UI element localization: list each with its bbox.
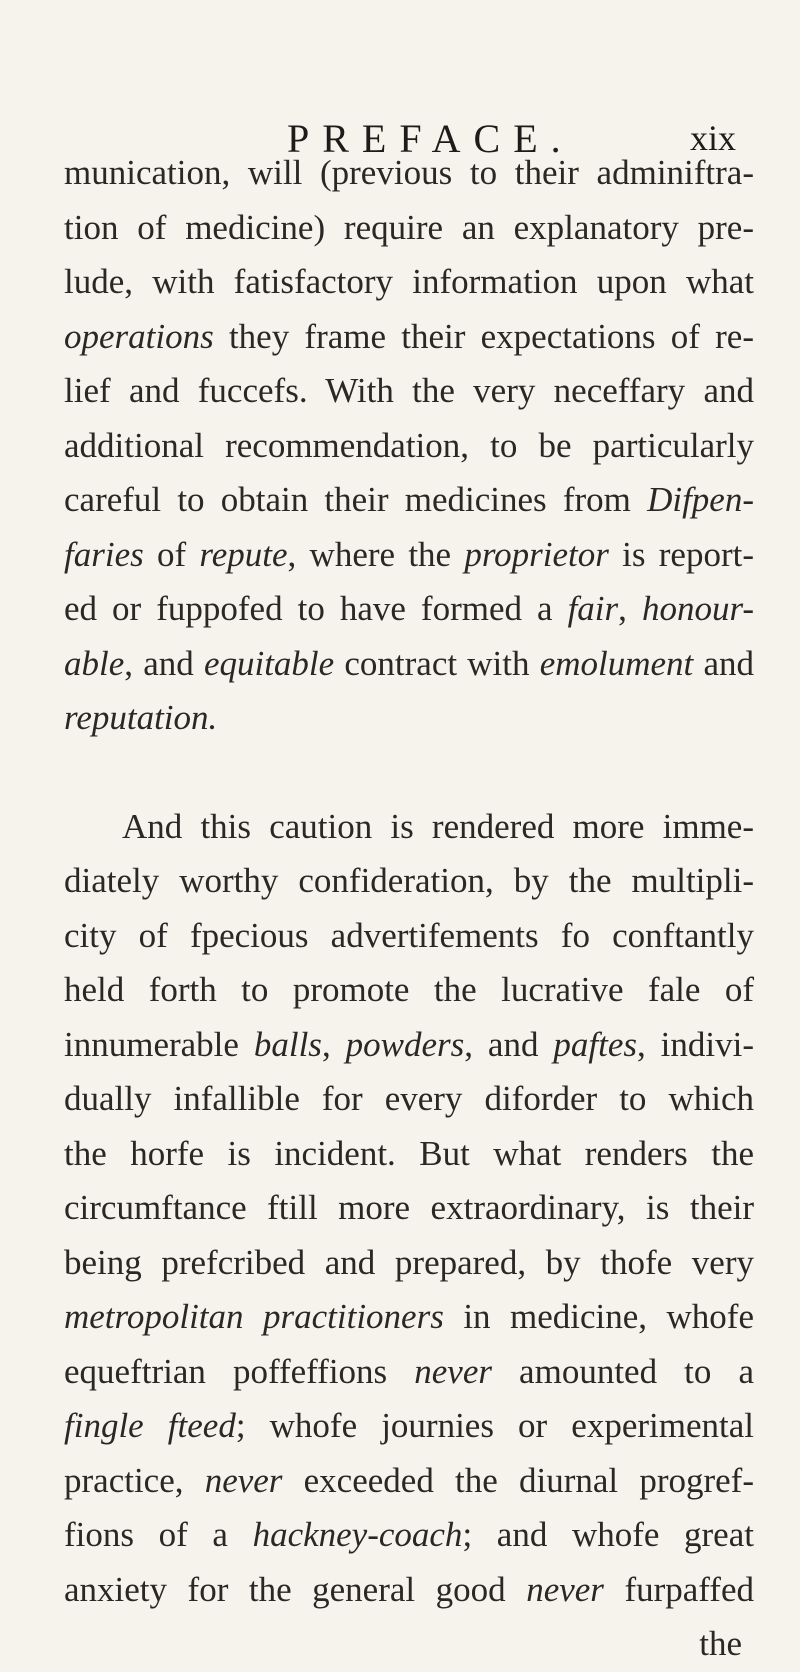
text-run: , where the (287, 534, 465, 574)
text-run: practice, (64, 1460, 205, 1500)
text-line (64, 1127, 754, 1182)
text-run: contract with (334, 643, 540, 683)
italic-text: never (204, 1460, 283, 1500)
text-line (64, 800, 754, 855)
paragraph (64, 800, 754, 1618)
italic-text: metropolitan practitioners (64, 1297, 444, 1336)
text-line (64, 146, 754, 201)
italic-text: paftes (553, 1024, 637, 1064)
italic-text: never (526, 1569, 604, 1609)
text-line (64, 473, 754, 528)
text-line (64, 1018, 754, 1073)
text-run: and (693, 643, 754, 683)
text-run: dually infallible for every diforder to which (64, 1079, 754, 1118)
text-line (64, 1072, 754, 1127)
catchword: the (699, 1624, 742, 1663)
italic-text: proprietor (464, 534, 609, 574)
italic-text: never (414, 1351, 492, 1391)
text-run: tion of medicine) require an explanatory pre- (64, 207, 754, 247)
text-run: amounted to a (491, 1351, 754, 1391)
text-run: , (321, 1024, 346, 1064)
text-line (64, 582, 754, 637)
text-line (64, 528, 754, 583)
text-run: in medicine, whofe (443, 1297, 755, 1336)
text-line (64, 1508, 754, 1563)
text-run: city of fpecious advertifements fo conftantly (64, 915, 754, 955)
text-run: furpaffed (603, 1569, 755, 1609)
text-run: circumftance ftill more extraordinary, is their (64, 1188, 754, 1227)
text-run: fions of a (64, 1515, 253, 1554)
italic-text: repute (199, 534, 288, 574)
text-run: is report- (608, 534, 755, 574)
page-number: xix (690, 118, 737, 158)
text-run: being prefcribed and prepared, by thofe very (64, 1242, 754, 1282)
text-line (64, 1236, 754, 1291)
paragraph (64, 146, 754, 746)
italic-text: faries (64, 534, 144, 574)
text-run: anxiety for the general good (64, 1569, 527, 1609)
text-line (64, 310, 754, 365)
italic-text: fingle fteed (64, 1406, 236, 1445)
text-run: lude, with fatisfactory information upon what (64, 262, 754, 301)
italic-text: able (64, 643, 125, 683)
body-text (64, 146, 754, 1672)
text-run: , (618, 589, 642, 628)
text-run: ; whofe journies or experimental (235, 1406, 754, 1445)
text-run: careful to obtain their medicines from (64, 480, 648, 519)
italic-text: equitable (203, 643, 335, 683)
text-run: munication, will (previous to their adminiftra- (64, 153, 754, 192)
text-line (64, 1399, 754, 1454)
text-line (64, 1563, 754, 1618)
italic-text: honour- (641, 589, 755, 628)
italic-text: reputation. (64, 698, 218, 737)
text-run: the horfe is incident. But what renders the (64, 1133, 754, 1173)
text-line (64, 691, 754, 746)
text-run: lief and fuccefs. With the very neceffary and (64, 371, 754, 410)
italic-text: balls (253, 1024, 322, 1064)
text-line (64, 1181, 754, 1236)
text-run: , indivi- (637, 1024, 755, 1064)
text-run: ; and whofe great (462, 1515, 754, 1554)
text-run: held forth to promote the lucrative fale of (64, 970, 754, 1009)
italic-text: Difpen- (647, 480, 754, 519)
text-line (64, 909, 754, 964)
text-run: diately worthy confideration, by the multipli- (64, 861, 754, 900)
text-run: innumerable (64, 1024, 254, 1064)
text-run: of (143, 534, 200, 574)
text-line (64, 1290, 754, 1345)
italic-text: emolument (539, 643, 694, 683)
running-head-title: PREFACE. (287, 116, 574, 161)
italic-text: fair (567, 589, 619, 628)
text-line (64, 1454, 754, 1509)
text-line (64, 1345, 754, 1400)
text-line (64, 201, 754, 256)
text-run: equeftrian poffeffions (64, 1351, 415, 1391)
text-line (64, 419, 754, 474)
italic-text: powders (345, 1024, 465, 1064)
italic-text: operations (64, 316, 214, 356)
text-run: additional recommendation, to be particularly (64, 425, 754, 465)
text-line (64, 364, 754, 419)
text-run: ed or fuppofed to have formed a (64, 589, 568, 628)
text-line (64, 854, 754, 909)
text-line (64, 255, 754, 310)
text-run: And this caution is rendered more imme- (122, 806, 754, 846)
text-run: exceeded the diurnal progref- (282, 1460, 754, 1500)
text-run: , and (464, 1024, 554, 1064)
text-run: they frame their expectations of re- (213, 316, 754, 356)
text-line (64, 963, 754, 1018)
italic-text: hackney-coach (252, 1515, 463, 1554)
text-run: , and (124, 643, 204, 683)
text-line (64, 637, 754, 692)
